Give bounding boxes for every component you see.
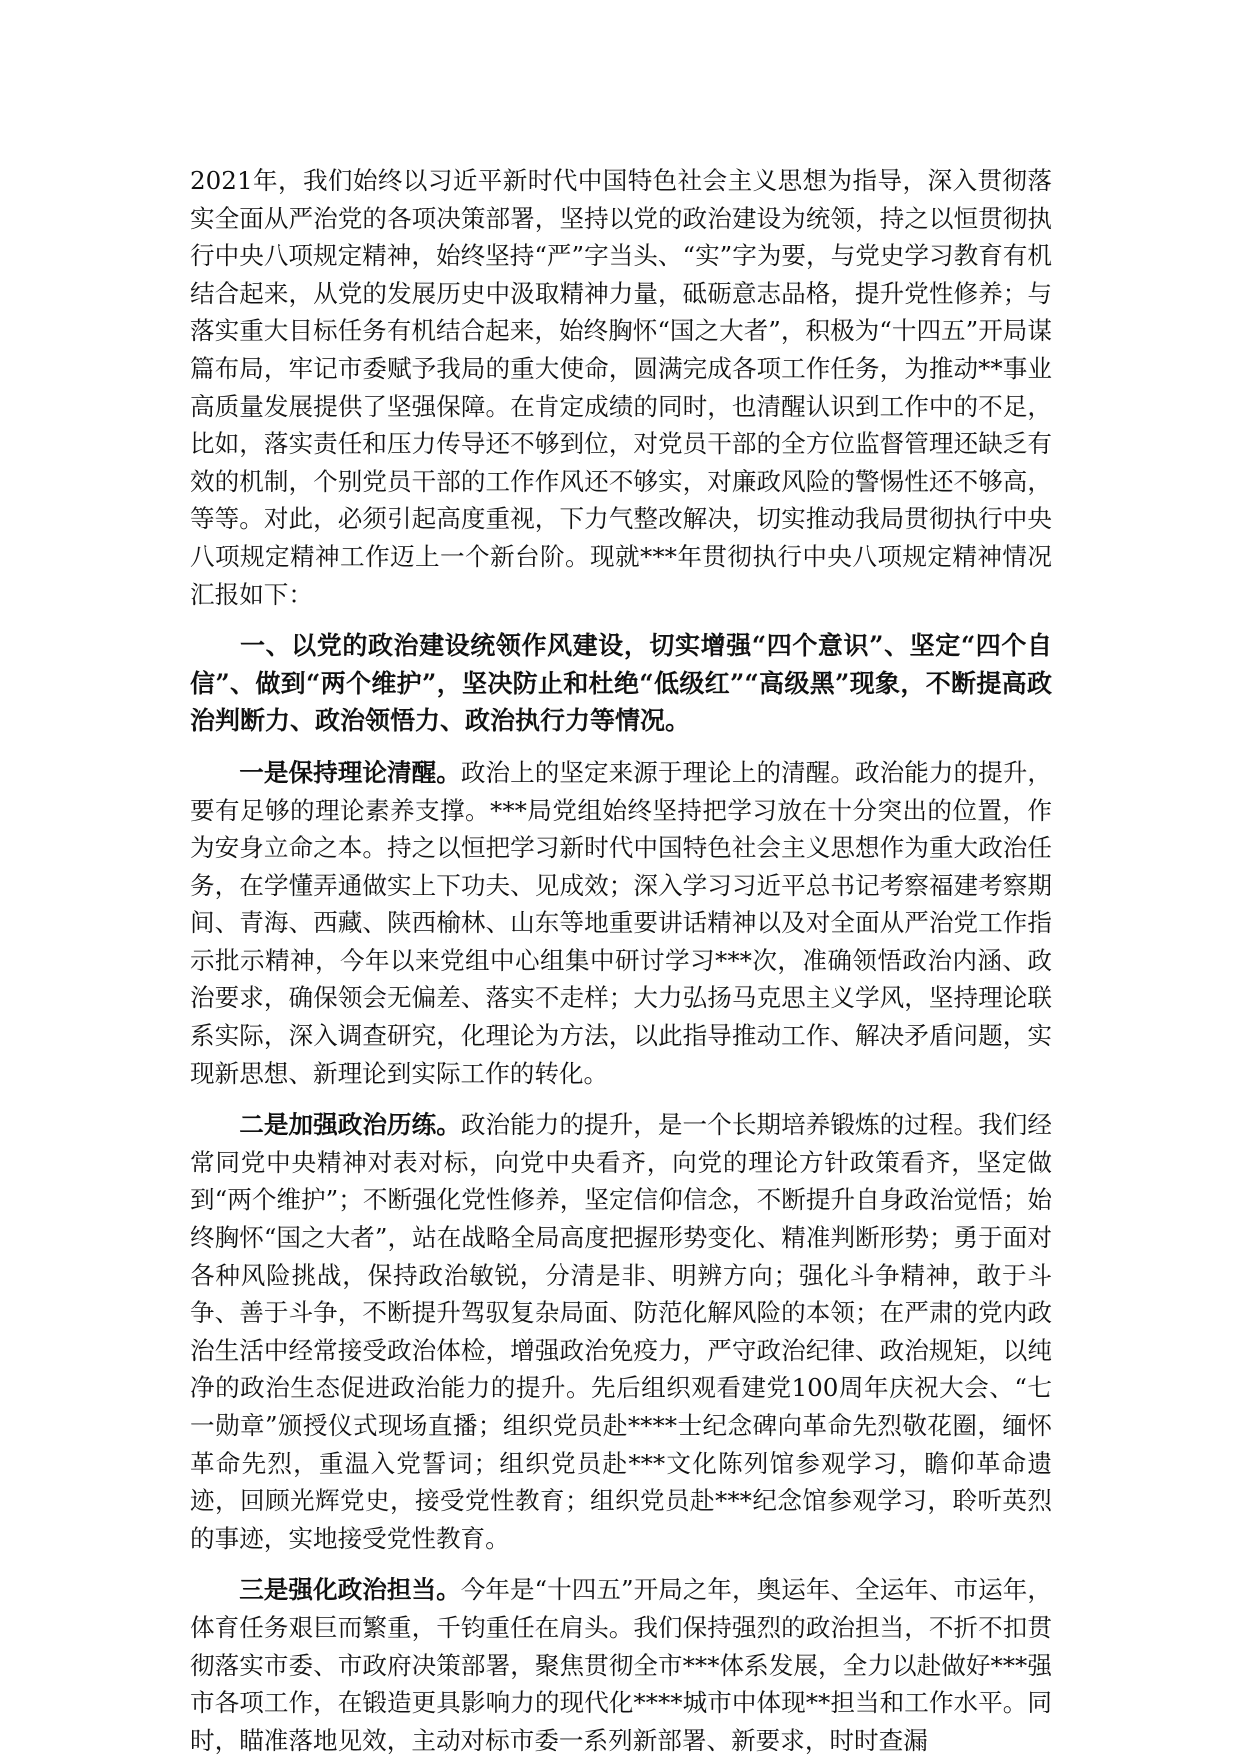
section-paragraph-2 (190, 1106, 1052, 1557)
section-paragraph-1 (190, 754, 1052, 1092)
section-body-1: 政治上的坚定来源于理论上的清醒。政治能力的提升，要有足够的理论素养支撑。***局党组始终坚持把学习放在十分突出的位置，作为安身立命之本。持之以恒把学习新时代中国特色社会主义思想作为重大政治任务，在学懂弄通做实上下功夫、见成效；深入学习习近平总书记考察福建考察期间、青海、西藏、陕西榆林、山东等地重要讲话精神以及对全面从严治党工作指示批示精神，今年以来党组中心组集中研讨学习***次，准确领悟政治内涵、政治要求，确保领会无偏差、落实不走样；大力弘扬马克思主义学风，坚持理论联系实际，深入调查研究，化理论为方法，以此指导推动工作、解决矛盾问题，实现新思想、新理论到实际工作的转化。 (190, 757, 1052, 1088)
intro-paragraph: 2021年，我们始终以习近平新时代中国特色社会主义思想为指导，深入贯彻落实全面从严治党的各项决策部署，坚持以党的政治建设为统领，持之以恒贯彻执行中央八项规定精神，始终坚持“严”字当头、“实”字为要，与党史学习教育有机结合起来，从党的发展历史中汲取精神力量，砥砺意志品格，提升党性修养；与落实重大目标任务有机结合起来，始终胸怀“国之大者”，积极为“十四五”开局谋篇布局，牢记市委赋予我局的重大使命，圆满完成各项工作任务，为推动**事业高质量发展提供了坚强保障。在肯定成绩的同时，也清醒认识到工作中的不足，比如，落实责任和压力传导还不够到位，对党员干部的全方位监督管理还缺乏有效的机制，个别党员干部的工作作风还不够实，对廉政风险的警惕性还不够高，等等。对此，必须引起高度重视，下力气整改解决，切实推动我局贯彻执行中央八项规定精神工作迈上一个新台阶。现就***年贯彻执行中央八项规定精神情况汇报如下： (190, 166, 1052, 609)
section-lead-2: 二是加强政治历练。 (239, 1110, 461, 1140)
section-body-3: 今年是“十四五”开局之年，奥运年、全运年、市运年，体育任务艰巨而繁重，千钧重任在肩头。我们保持强烈的政治担当，不折不扣贯彻落实市委、市政府决策部署，聚焦贯彻全市***体系发展，全力以赴做好***强市各项工作，在锻造更具影响力的现代化****城市中体现**担当和工作水平。同时，瞄准落地见效，主动对标市委一系列新部署、新要求，时时查漏 (190, 1575, 1052, 1755)
document-page (190, 162, 1052, 1759)
section-heading-1: 一、以党的政治建设统领作风建设，切实增强“四个意识”、坚定“四个自信”、做到“两个维护”，坚决防止和杜绝“低级红”“高级黑”现象，不断提高政治判断力、政治领悟力、政治执行力等情况。 (190, 631, 1052, 736)
section-paragraph-3 (190, 1571, 1052, 1759)
section-body-2: 政治能力的提升，是一个长期培养锻炼的过程。我们经常同党中央精神对表对标，向党中央看齐，向党的理论方针政策看齐，坚定做到“两个维护”；不断强化党性修养，坚定信仰信念，不断提升自身政治觉悟；始终胸怀“国之大者”，站在战略全局高度把握形势变化、精准判断形势；勇于面对各种风险挑战，保持政治敏锐，分清是非、明辨方向；强化斗争精神，敢于斗争、善于斗争，不断提升驾驭复杂局面、防范化解风险的本领；在严肃的党内政治生活中经常接受政治体检，增强政治免疫力，严守政治纪律、政治规矩，以纯净的政治生态促进政治能力的提升。先后组织观看建党100周年庆祝大会、“七一勋章”颁授仪式现场直播；组织党员赴****士纪念碑向革命先烈敬花圈，缅怀革命先烈，重温入党誓词；组织党员赴***文化陈列馆参观学习，瞻仰革命遗迹，回顾光辉党史，接受党性教育；组织党员赴***纪念馆参观学习，聆听英烈的事迹，实地接受党性教育。 (190, 1110, 1052, 1553)
section-lead-3: 三是强化政治担当。 (239, 1575, 461, 1605)
section-lead-1: 一是保持理论清醒。 (239, 757, 461, 787)
